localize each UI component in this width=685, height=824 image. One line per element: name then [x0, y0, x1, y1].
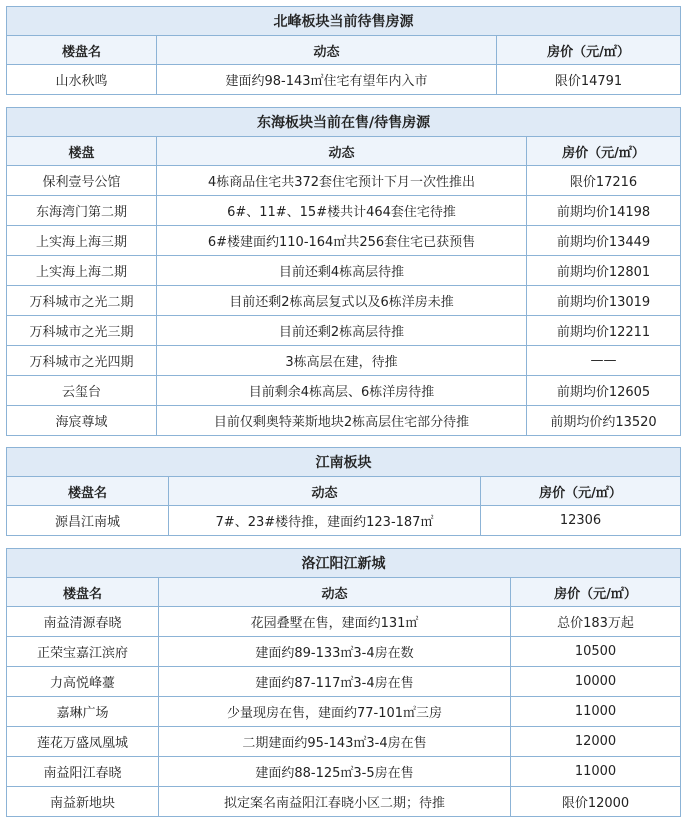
col-header-price: 房价（元/㎡）: [511, 578, 681, 607]
table-luojiang: [6, 548, 681, 817]
table-row: [7, 637, 681, 667]
cell-price: 总价183万起: [511, 607, 681, 637]
table-row: [7, 286, 681, 316]
cell-price: 前期均价13449: [527, 226, 681, 256]
col-header-status: 动态: [169, 477, 481, 506]
section-title: 北峰板块当前待售房源: [7, 7, 681, 36]
col-header-price: 房价（元/㎡）: [481, 477, 681, 506]
col-header-status: 动态: [157, 36, 497, 65]
table-row: [7, 506, 681, 536]
cell-project: 莲花万盛凤凰城: [7, 727, 159, 757]
table-row: [7, 697, 681, 727]
cell-status: 花园叠墅在售，建面约131㎡: [159, 607, 511, 637]
cell-status: 3栋高层在建，待推: [157, 346, 527, 376]
cell-price: 前期均价12211: [527, 316, 681, 346]
table-row: [7, 406, 681, 436]
cell-status: 建面约98-143㎡住宅有望年内入市: [157, 65, 497, 95]
cell-price: 前期均价13019: [527, 286, 681, 316]
cell-status: 6#楼建面约110-164㎡共256套住宅已获预售: [157, 226, 527, 256]
cell-project: 源昌江南城: [7, 506, 169, 536]
cell-status: 建面约88-125㎡3-5房在售: [159, 757, 511, 787]
cell-price: 10000: [511, 667, 681, 697]
table-row: [7, 65, 681, 95]
cell-price: 限价12000: [511, 787, 681, 817]
section-beifeng: [6, 6, 680, 95]
cell-status: 6#、11#、15#楼共计464套住宅待推: [157, 196, 527, 226]
table-row: [7, 376, 681, 406]
cell-price: 限价14791: [497, 65, 681, 95]
col-header-project: 楼盘名: [7, 36, 157, 65]
cell-price: 11000: [511, 757, 681, 787]
cell-status: 二期建面约95-143㎡3-4房在售: [159, 727, 511, 757]
cell-project: 海宸尊域: [7, 406, 157, 436]
table-row: [7, 316, 681, 346]
cell-status: 4栋商品住宅共372套住宅预计下月一次性推出: [157, 166, 527, 196]
table-donghai: [6, 107, 681, 436]
section-title: 东海板块当前在售/待售房源: [7, 108, 681, 137]
section-luojiang: [6, 548, 680, 817]
table-row: [7, 226, 681, 256]
cell-price: 11000: [511, 697, 681, 727]
cell-price: ——: [527, 346, 681, 376]
cell-project: 力高悦峰薹: [7, 667, 159, 697]
col-header-status: 动态: [157, 137, 527, 166]
cell-project: 上实海上海二期: [7, 256, 157, 286]
col-header-project: 楼盘: [7, 137, 157, 166]
cell-project: 万科城市之光二期: [7, 286, 157, 316]
table-beifeng: [6, 6, 681, 95]
cell-status: 目前仅剩奥特莱斯地块2栋高层住宅部分待推: [157, 406, 527, 436]
section-title: 江南板块: [7, 448, 681, 477]
cell-price: 限价17216: [527, 166, 681, 196]
cell-price: 12000: [511, 727, 681, 757]
cell-status: 目前还剩4栋高层待推: [157, 256, 527, 286]
table-row: [7, 166, 681, 196]
table-row: [7, 196, 681, 226]
table-row: [7, 667, 681, 697]
cell-project: 上实海上海三期: [7, 226, 157, 256]
cell-status: 建面约89-133㎡3-4房在数: [159, 637, 511, 667]
cell-project: 万科城市之光三期: [7, 316, 157, 346]
cell-status: 目前还剩2栋高层复式以及6栋洋房未推: [157, 286, 527, 316]
cell-status: 建面约87-117㎡3-4房在售: [159, 667, 511, 697]
cell-project: 东海湾门第二期: [7, 196, 157, 226]
cell-project: 云玺台: [7, 376, 157, 406]
cell-status: 目前剩余4栋高层、6栋洋房待推: [157, 376, 527, 406]
table-row: [7, 346, 681, 376]
cell-status: 7#、23#楼待推，建面约123-187㎡: [169, 506, 481, 536]
section-donghai: [6, 107, 680, 436]
col-header-project: 楼盘名: [7, 477, 169, 506]
cell-project: 山水秋鸣: [7, 65, 157, 95]
cell-project: 南益新地块: [7, 787, 159, 817]
col-header-price: 房价（元/㎡）: [497, 36, 681, 65]
cell-price: 12306: [481, 506, 681, 536]
cell-project: 南益清源春晓: [7, 607, 159, 637]
col-header-project: 楼盘名: [7, 578, 159, 607]
cell-project: 正荣宝嘉江滨府: [7, 637, 159, 667]
table-row: [7, 256, 681, 286]
table-row: [7, 607, 681, 637]
cell-project: 万科城市之光四期: [7, 346, 157, 376]
cell-project: 保利壹号公馆: [7, 166, 157, 196]
table-row: [7, 757, 681, 787]
section-title: 洛江阳江新城: [7, 549, 681, 578]
table-row: [7, 787, 681, 817]
col-header-status: 动态: [159, 578, 511, 607]
cell-project: 南益阳江春晓: [7, 757, 159, 787]
table-jiangnan: [6, 447, 681, 536]
cell-status: 少量现房在售，建面约77-101㎡三房: [159, 697, 511, 727]
cell-price: 前期均价14198: [527, 196, 681, 226]
section-jiangnan: [6, 447, 680, 536]
table-row: [7, 727, 681, 757]
cell-status: 拟定案名南益阳江春晓小区二期；待推: [159, 787, 511, 817]
cell-project: 嘉琳广场: [7, 697, 159, 727]
cell-price: 前期均价12801: [527, 256, 681, 286]
cell-status: 目前还剩2栋高层待推: [157, 316, 527, 346]
cell-price: 10500: [511, 637, 681, 667]
cell-price: 前期均价约13520: [527, 406, 681, 436]
cell-price: 前期均价12605: [527, 376, 681, 406]
col-header-price: 房价（元/㎡）: [527, 137, 681, 166]
